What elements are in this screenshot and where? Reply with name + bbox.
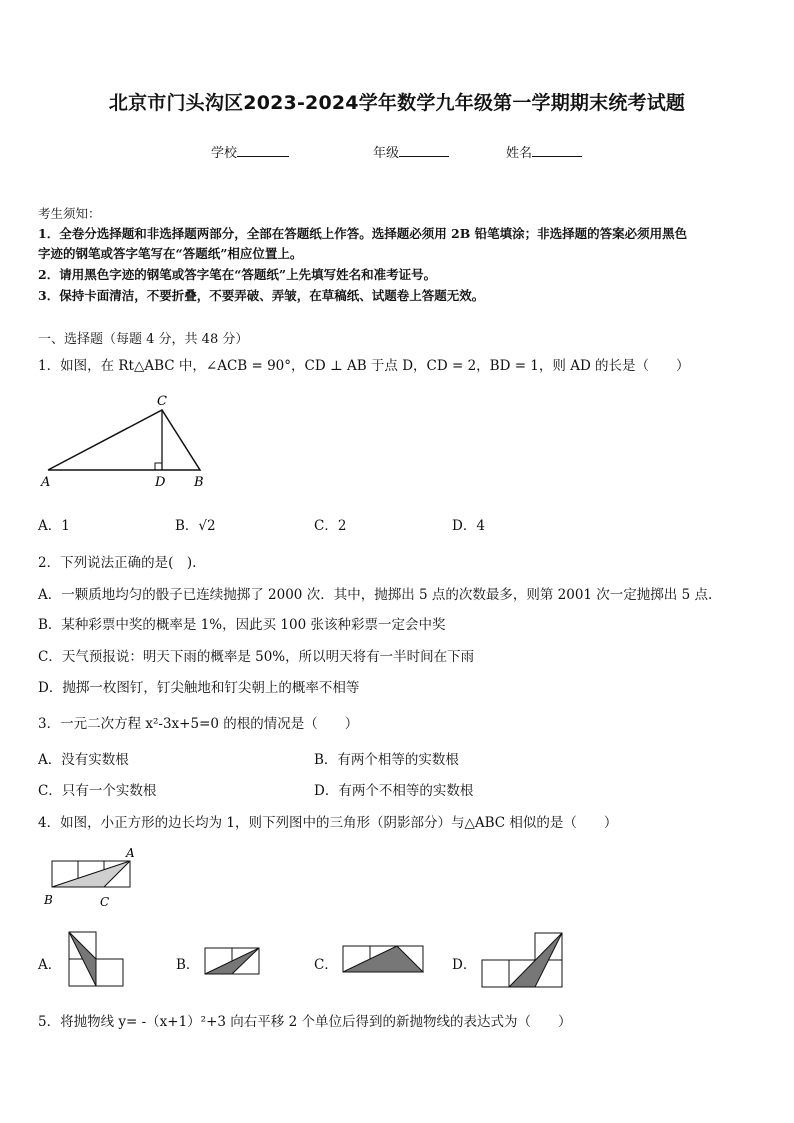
notice-line-2: 字迹的钢笔或答字笔写在“答题纸”相应位置上。 xyxy=(38,246,303,261)
school-blank xyxy=(237,142,289,157)
label-c: C xyxy=(100,895,110,909)
q4-option-c: C． xyxy=(314,957,338,973)
q1-option-d: D．4 xyxy=(452,518,485,534)
notice-line-3: 2．请用黑色字迹的钢笔或答字笔在“答题纸”上先填写姓名和准考证号。 xyxy=(38,267,437,282)
label-a: A xyxy=(41,475,51,490)
q1-option-a: A．1 xyxy=(38,518,70,534)
label-d: D xyxy=(155,475,166,490)
name-label: 姓名 xyxy=(506,146,533,161)
q3-option-c: C．只有一个实数根 xyxy=(38,783,157,799)
q4-option-d: D． xyxy=(452,957,477,973)
q3-stem: 3．一元二次方程 x²-3x+5=0 的根的情况是（ ） xyxy=(38,716,359,732)
page-title: 北京市门头沟区2023-2024学年数学九年级第一学期期末统考试题 xyxy=(108,92,686,114)
q4-stem: 4．如图，小正方形的边长均为 1，则下列图中的三角形（阴影部分）与△ABC 相似的是（ ） xyxy=(38,815,618,831)
q1-option-b: B．√2 xyxy=(175,518,216,534)
name-blank xyxy=(532,142,582,157)
section-heading: 一、选择题（每题 4 分，共 48 分） xyxy=(38,332,249,347)
q4-reference-figure xyxy=(38,843,148,913)
grade-blank xyxy=(399,142,449,157)
school-field xyxy=(211,142,289,161)
q2-stem: 2．下列说法正确的是( ). xyxy=(38,555,197,571)
right-angle-mark xyxy=(155,463,162,470)
school-label: 学校 xyxy=(211,146,238,161)
q1-stem: 1．如图，在 Rt△ABC 中，∠ACB = 90°，CD ⊥ AB 于点 D，CD = 2，BD = 1，则 AD 的长是（ ） xyxy=(38,358,690,374)
label-c: C xyxy=(157,394,167,409)
q2-option-c: C．天气预报说：明天下雨的概率是 50%，所以明天将有一半时间在下雨 xyxy=(38,649,475,665)
label-b: B xyxy=(44,893,53,907)
q3-option-a: A．没有实数根 xyxy=(38,752,129,768)
q2-option-b: B．某种彩票中奖的概率是 1%，因此买 100 张该种彩票一定会中奖 xyxy=(38,617,446,633)
q5-stem: 5．将抛物线 y= -（x+1）²+3 向右平移 2 个单位后得到的新抛物线的表达式为（ ） xyxy=(38,1014,572,1030)
q3-option-d: D．有两个不相等的实数根 xyxy=(314,783,474,799)
q2-option-d: D．抛掷一枚图钉，钉尖触地和钉尖朝上的概率不相等 xyxy=(38,680,360,696)
grade-label: 年级 xyxy=(373,146,400,161)
label-a: A xyxy=(126,846,135,860)
shaded-triangle xyxy=(343,946,423,972)
notice-heading: 考生须知： xyxy=(38,206,101,221)
grade-field xyxy=(373,142,449,161)
q3-option-b: B．有两个相等的实数根 xyxy=(314,752,459,768)
notice-line-4: 3．保持卡面清洁，不要折叠，不要弄破、弄皱，在草稿纸、试题卷上答题无效。 xyxy=(38,288,485,303)
triangle-abc xyxy=(52,861,130,887)
name-field xyxy=(506,142,582,161)
q4-option-d-figure xyxy=(481,932,563,988)
q4-option-a: A． xyxy=(38,957,62,973)
q4-option-c-figure xyxy=(342,945,424,973)
label-b: B xyxy=(194,475,204,490)
notice-line-1: 1．全卷分选择题和非选择题两部分，全部在答题纸上作答。选择题必须用 2B 铅笔填涂；非选择题的答案必须用黑色 xyxy=(38,226,688,241)
q4-option-a-figure xyxy=(68,931,124,987)
q1-option-c: C．2 xyxy=(314,518,347,534)
q4-option-b: B． xyxy=(176,957,200,973)
grid-cell xyxy=(96,959,123,986)
q1-figure xyxy=(38,390,218,490)
q4-option-b-figure xyxy=(204,947,260,975)
triangle-abc xyxy=(48,410,200,470)
q2-option-a: A．一颗质地均匀的骰子已连续抛掷了 2000 次．其中，抛掷出 5 点的次数最多，则第 2001 次一定抛掷出 5 点. xyxy=(38,587,713,603)
